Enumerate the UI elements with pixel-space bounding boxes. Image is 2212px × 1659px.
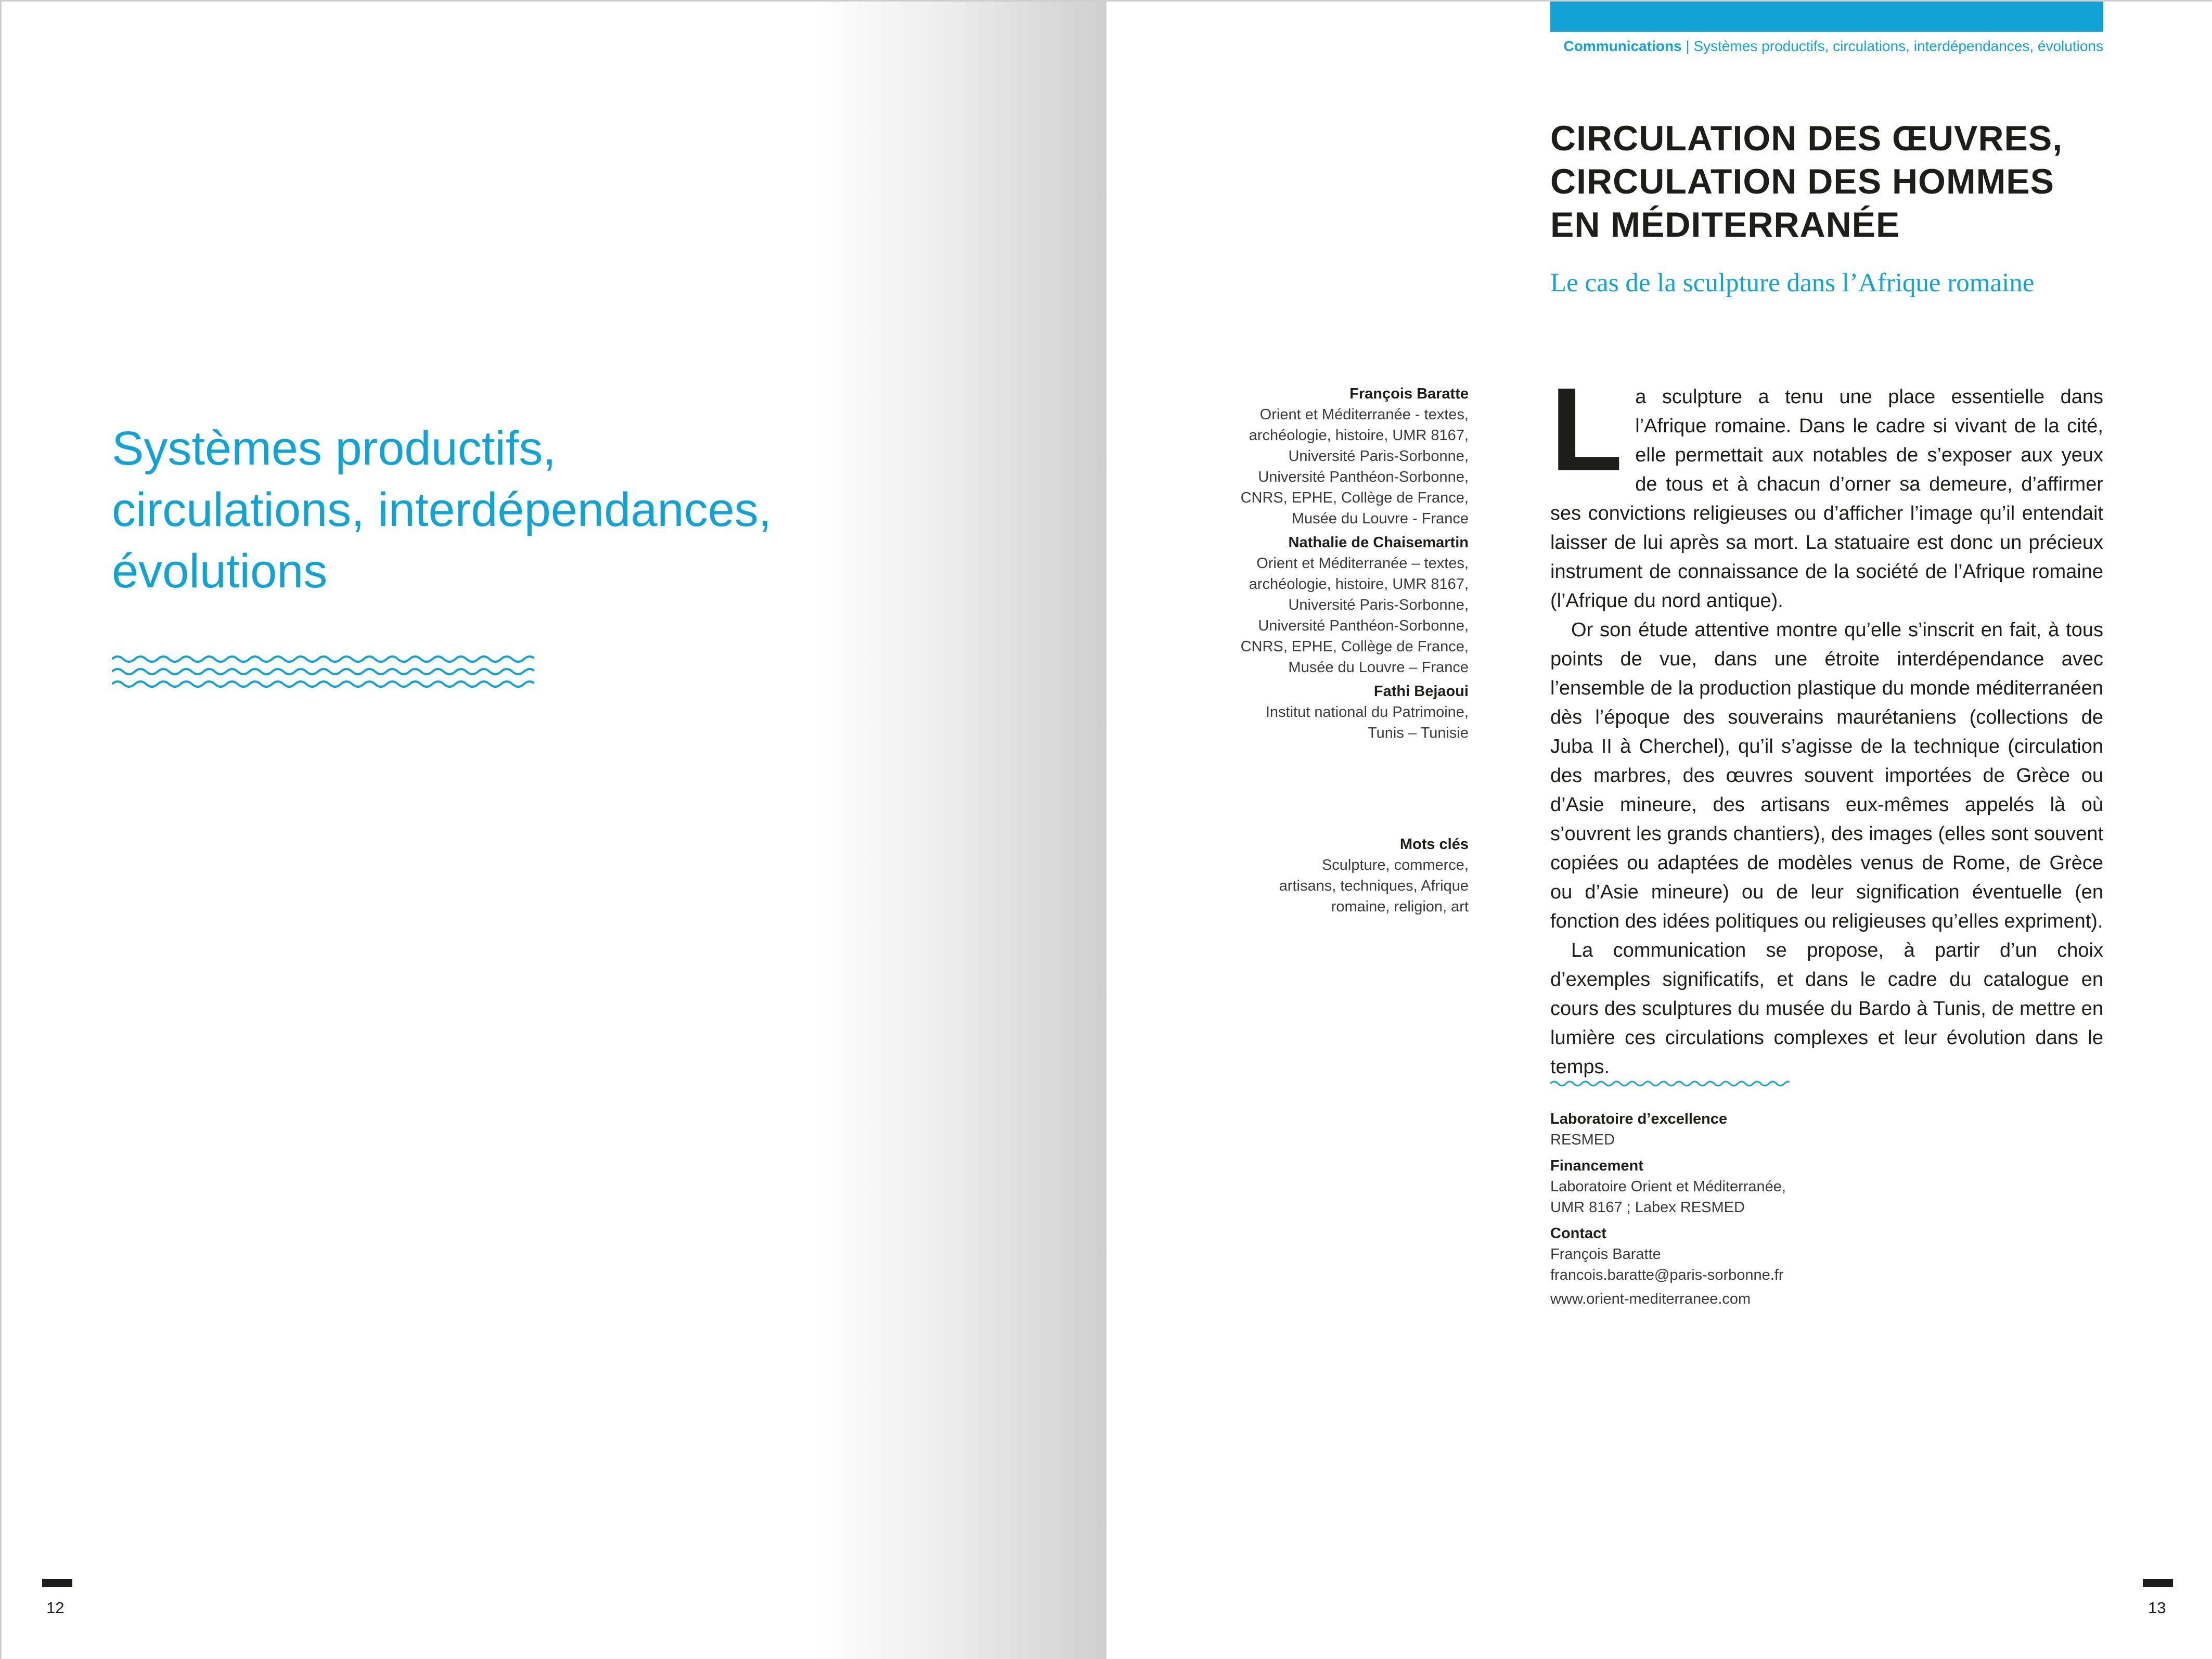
section-title: [112, 418, 788, 602]
wave-ornament: [112, 653, 534, 690]
author-affiliation-line: archéologie, histoire, UMR 8167,: [1249, 576, 1469, 593]
author-affiliation-line: archéologie, histoire, UMR 8167,: [1249, 427, 1469, 444]
author-affiliation-line: Orient et Méditerranée – textes,: [1256, 555, 1469, 572]
article-body: [1550, 364, 2103, 1082]
keywords-line: Sculpture, commerce,: [1321, 857, 1469, 873]
running-head: [1550, 38, 2103, 55]
meta-value: RESMED: [1550, 1131, 1615, 1148]
keywords-block: [1198, 834, 1469, 917]
page-number-right: 13: [2148, 1599, 2166, 1617]
running-head-separator: |: [1681, 38, 1694, 54]
website: www.orient-mediterranee.com: [1550, 1291, 1751, 1307]
page-number-left: 12: [46, 1599, 65, 1617]
article-subtitle: Le cas de la sculpture dans l’Afrique romaine: [1550, 268, 2035, 298]
author-name: Nathalie de Chaisemartin: [1288, 534, 1469, 551]
body-paragraph: [1550, 364, 2103, 615]
page-marker: [42, 1579, 72, 1587]
running-head-topic: Systèmes productifs, circulations, interdépendances, évolutions: [1693, 38, 2103, 54]
meta-funding: [1550, 1155, 1966, 1218]
meta-lab: [1550, 1109, 1966, 1150]
meta-value: Laboratoire Orient et Méditerranée,: [1550, 1178, 1786, 1195]
author-affiliation-line: Musée du Louvre - France: [1291, 510, 1469, 527]
section-title-line: évolutions: [112, 545, 328, 598]
header-color-bar: [1550, 2, 2103, 32]
author-affiliation-line: Orient et Méditerranée - textes,: [1259, 406, 1469, 423]
article-meta: [1550, 1109, 1966, 1315]
author-name: François Baratte: [1349, 385, 1469, 402]
authors-column: [1198, 383, 1469, 747]
author-affiliation-line: Tunis – Tunisie: [1368, 725, 1469, 741]
section-title-line: circulations, interdépendances,: [112, 483, 772, 536]
author-block: [1198, 383, 1469, 529]
author-affiliation-line: Université Panthéon-Sorbonne,: [1258, 469, 1469, 485]
keywords-title: Mots clés: [1399, 836, 1469, 853]
meta-label: Contact: [1550, 1225, 1606, 1242]
author-affiliation-line: Université Paris-Sorbonne,: [1288, 597, 1469, 613]
author-affiliation-line: CNRS, EPHE, Collège de France,: [1240, 490, 1469, 506]
drop-cap: L: [1550, 364, 1623, 496]
title-line: CIRCULATION DES HOMMES: [1550, 162, 2054, 201]
left-page: [2, 2, 1107, 1659]
running-head-section: Communications: [1563, 38, 1682, 54]
author-block: [1198, 532, 1469, 678]
meta-value: UMR 8167 ; Labex RESMED: [1550, 1199, 1745, 1216]
body-paragraph: Or son étude attentive montre qu’elle s’inscrit en fait, à tous points de vue, dans une étroite interdépendance avec l’ensemble de la production plastique du monde méditerranéen dès l’époque des souverains maurétaniens (collections de Juba II à Cherchel), qu’il s’agisse de la technique (circulation des marbres, des œuvres souvent importées de Grèce ou d’Asie mineure, des artisans eux-mêmes appelés là où s’ouvrent les grands chantiers), des images (elles sont souvent copiées ou adaptées de modèles venus de Rome, de Grèce ou d’Asie mineure) ou de leur signification éventuelle (en fonction des idées politiques ou religieuses qu’elles expriment).: [1550, 619, 2103, 932]
keywords-line: artisans, techniques, Afrique: [1279, 878, 1469, 894]
gutter-shadow: [813, 2, 1107, 1659]
wave-divider: [1550, 1077, 1790, 1090]
title-line: CIRCULATION DES ŒUVRES,: [1550, 119, 2063, 158]
author-affiliation-line: Université Panthéon-Sorbonne,: [1258, 618, 1469, 634]
contact-name: François Baratte: [1550, 1246, 1661, 1263]
author-affiliation-line: Musée du Louvre – France: [1288, 659, 1469, 676]
meta-contact: [1550, 1223, 1966, 1309]
keywords-line: romaine, religion, art: [1331, 898, 1469, 915]
contact-email: francois.baratte@paris-sorbonne.fr: [1550, 1267, 1784, 1283]
author-affiliation-line: Université Paris-Sorbonne,: [1288, 448, 1469, 465]
meta-label: Financement: [1550, 1158, 1643, 1174]
section-title-line: Systèmes productifs,: [112, 422, 556, 475]
author-affiliation-line: Institut national du Patrimoine,: [1265, 704, 1469, 721]
article-title: [1550, 117, 2107, 247]
author-affiliation-line: CNRS, EPHE, Collège de France,: [1240, 638, 1469, 655]
author-block: [1198, 681, 1469, 743]
body-paragraph: La communication se propose, à partir d’un choix d’exemples significatifs, et dans le cadre du catalogue en cours des sculptures du musée du Bardo à Tunis, de mettre en lumière ces circulations complexes et leur évolution dans le temps.: [1550, 940, 2103, 1078]
author-name: Fathi Bejaoui: [1373, 683, 1469, 700]
page-marker: [2143, 1579, 2173, 1587]
meta-label: Laboratoire d’excellence: [1550, 1111, 1728, 1127]
title-line: EN MÉDITERRANÉE: [1550, 205, 1900, 245]
body-paragraph-text: a sculpture a tenu une place essentielle dans l’Afrique romaine. Dans le cadre si vivant de la cité, elle permettait aux notables de s’exposer aux yeux de tous et à chacun d’orner sa demeure, d’affirmer ses convictions religieuses ou d’afficher l’image qu’il entendait laisser de lui après sa mort. La statuaire est donc un précieux instrument de connaissance de la société de l’Afrique romaine (l’Afrique du nord antique).: [1550, 386, 2103, 612]
